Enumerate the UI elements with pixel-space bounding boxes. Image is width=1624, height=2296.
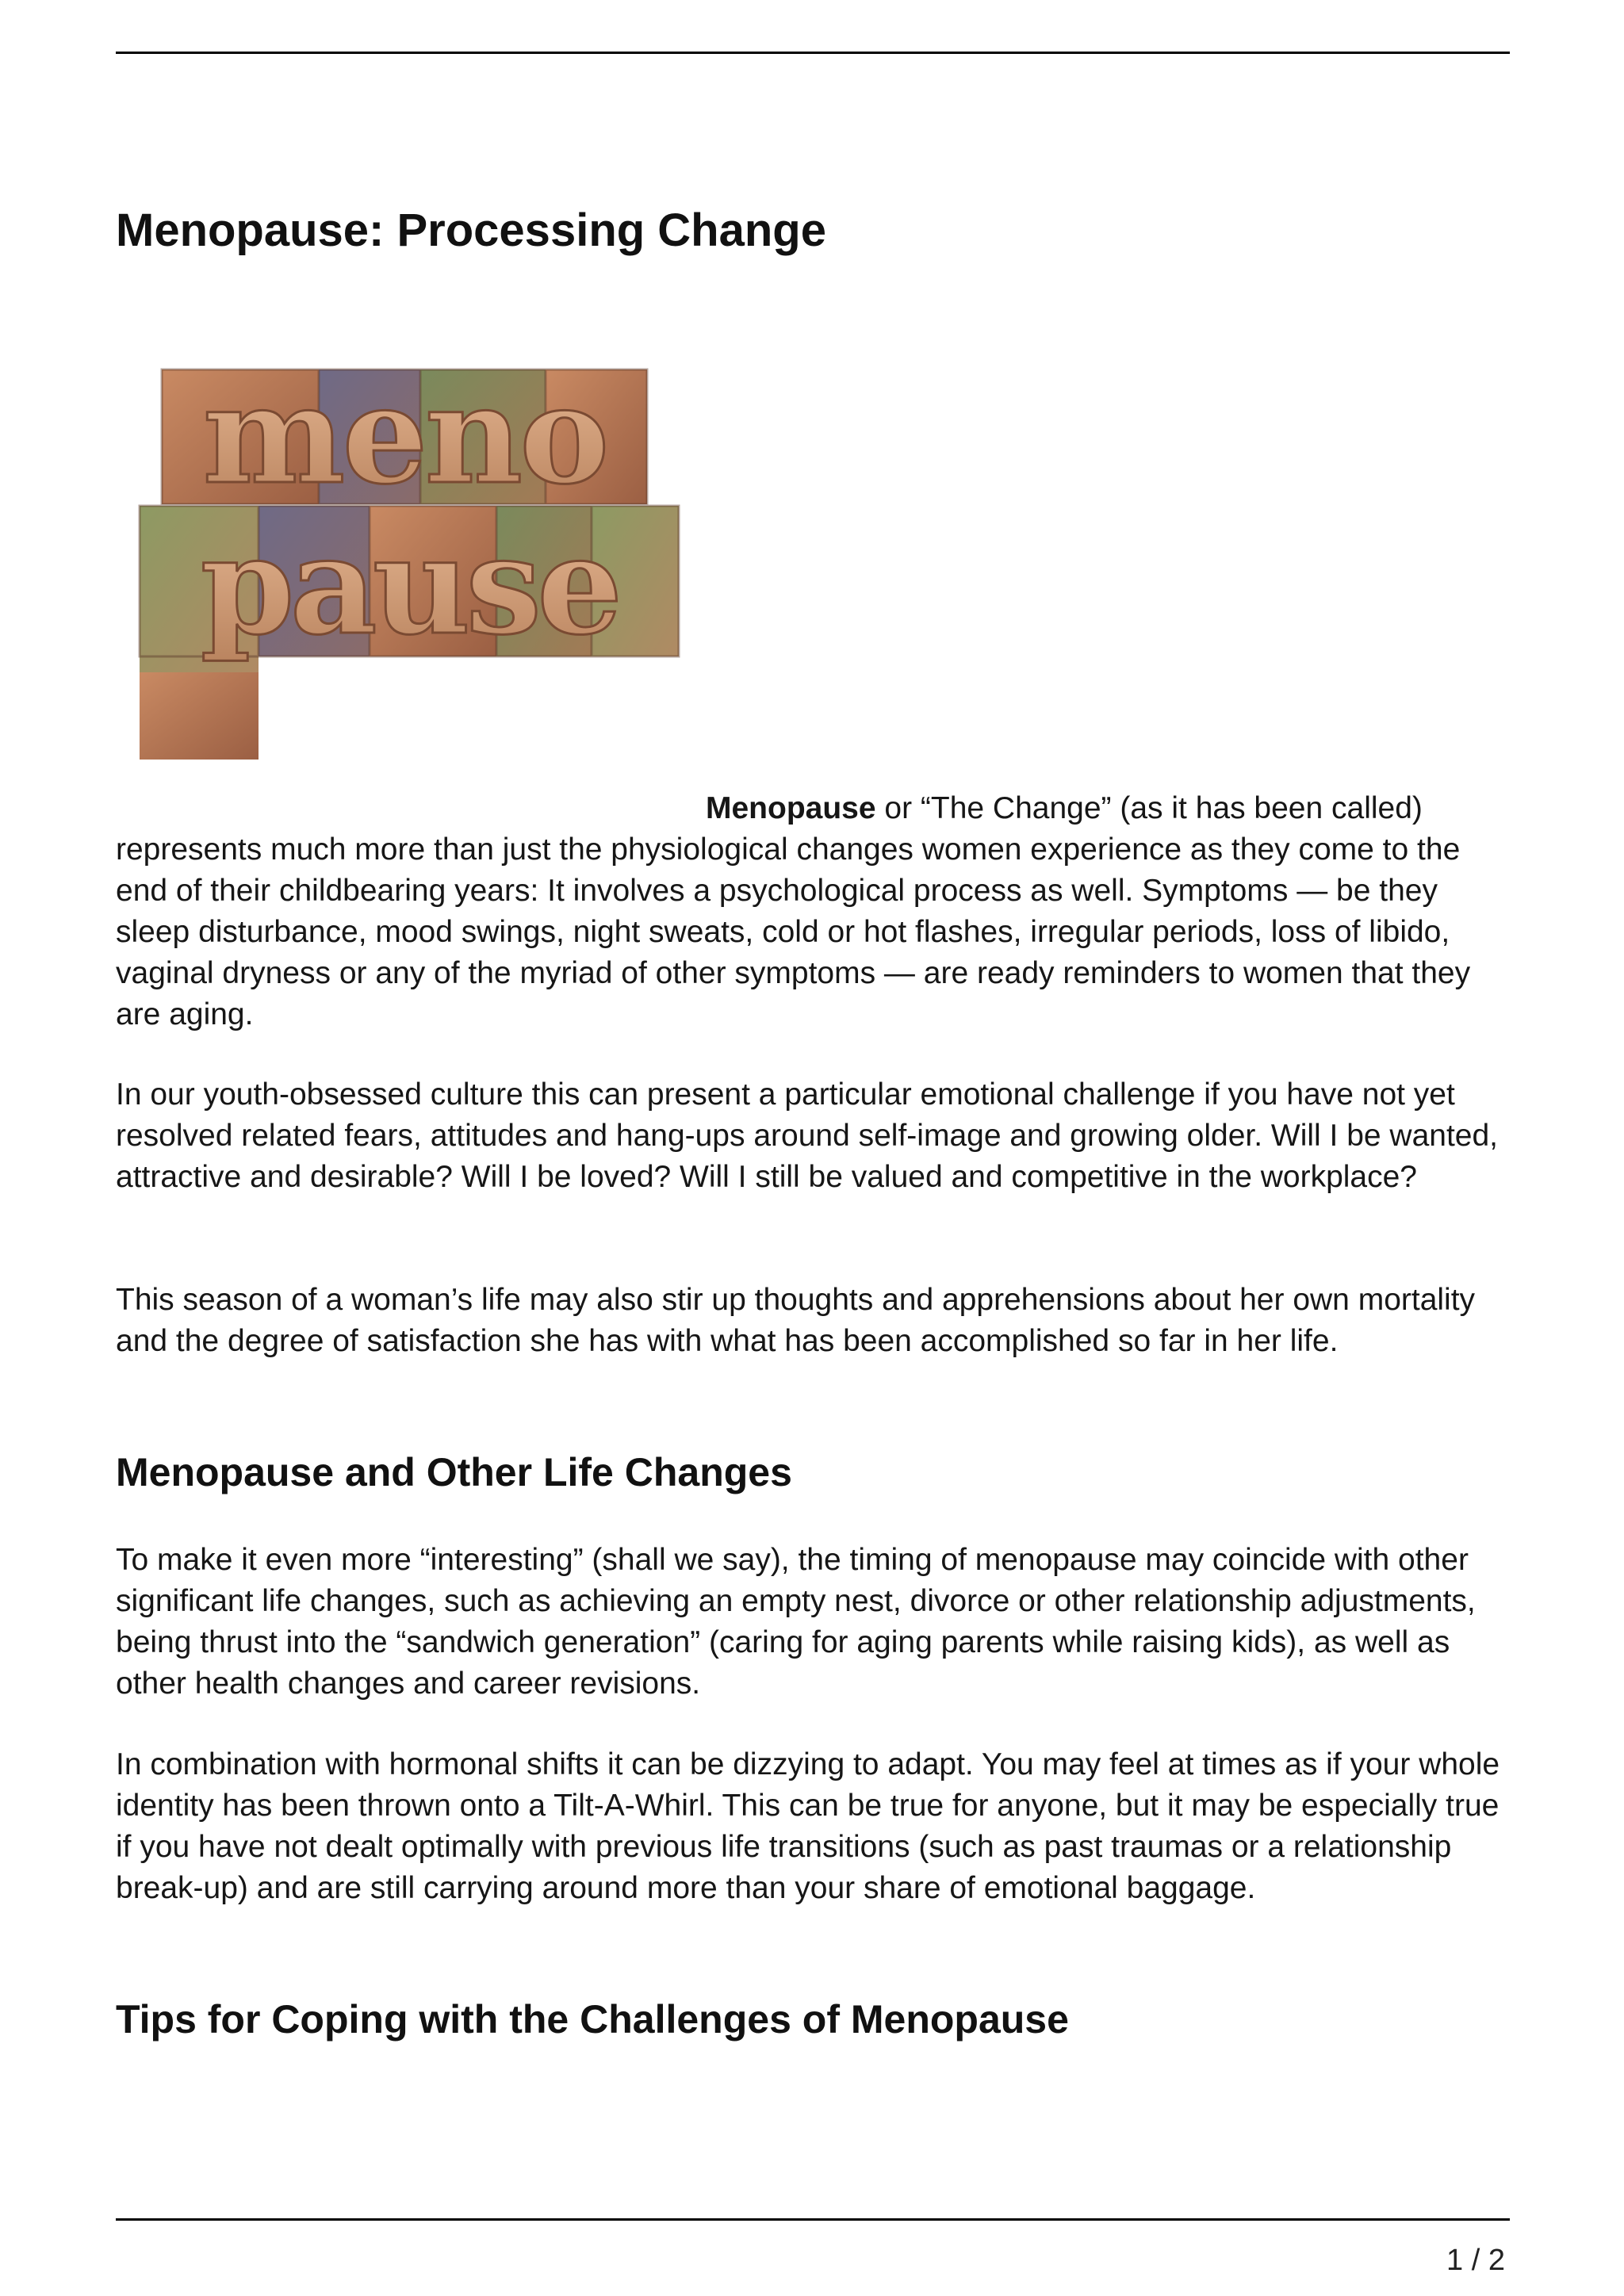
paragraph-season: This season of a woman’s life may also stir up thoughts and apprehensions about her own mortality and the degree of satisfaction she has with what has been accomplished so far in her life. <box>116 1283 1476 1358</box>
header-rule <box>116 52 1510 54</box>
paragraph-youth-culture: In our youth-obsessed culture this can present a particular emotional challenge if you have not yet resolved related fears, attitudes and hang-ups around self-image and growing older. Will I be wanted, attractive and desirable? Will I be loved? Will I still be valued and competitive in the workplace? <box>116 1077 1499 1194</box>
section-heading-tips: Tips for Coping with the Challenges of Menopause <box>116 1997 1069 2042</box>
intro-text: represents much more than just the physiological changes women experience as they come to the end of their childbearing years: It involves a psychological process as well. Symptoms — be they sleep disturbance, mood swings, night sweats, cold or hot flashes, irregular periods, loss of libido, vaginal dryness or any of the myriad of other symptoms — are ready reminders to women that they are aging. <box>116 832 1471 1031</box>
page-title: Menopause: Processing Change <box>116 205 826 256</box>
intro-lead-bold: Menopause <box>706 791 876 825</box>
page-number: 1 / 2 <box>1446 2244 1505 2277</box>
intro-lead-rest: or “The Change” (as it has been called) <box>875 791 1423 825</box>
section-heading-life-changes: Menopause and Other Life Changes <box>116 1450 792 1494</box>
paragraph-hormonal: In combination with hormonal shifts it can be dizzying to adapt. You may feel at times as if your whole identity has been thrown onto a Tilt-A-Whirl. This can be true for anyone, but it may be especially true if you have not dealt optimally with previous life transitions (such as past traumas or a relationship break-up) and are still carrying around more than your share of emotional baggage. <box>116 1747 1500 1905</box>
image-word-pause: pause <box>200 507 619 665</box>
intro-lead-line <box>116 788 1510 829</box>
menopause-letterpress-image <box>116 355 703 790</box>
footer-rule <box>116 2218 1510 2221</box>
intro-paragraph <box>116 788 1510 1035</box>
image-word-meno: meno <box>202 356 607 515</box>
paragraph-interesting: To make it even more “interesting” (shall we say), the timing of menopause may coincide with other significant life changes, such as achieving an empty nest, divorce or other relationship adjustments, being thrust into the “sandwich generation” (caring for aging parents while raising kids), as well as other health changes and career revisions. <box>116 1543 1476 1701</box>
